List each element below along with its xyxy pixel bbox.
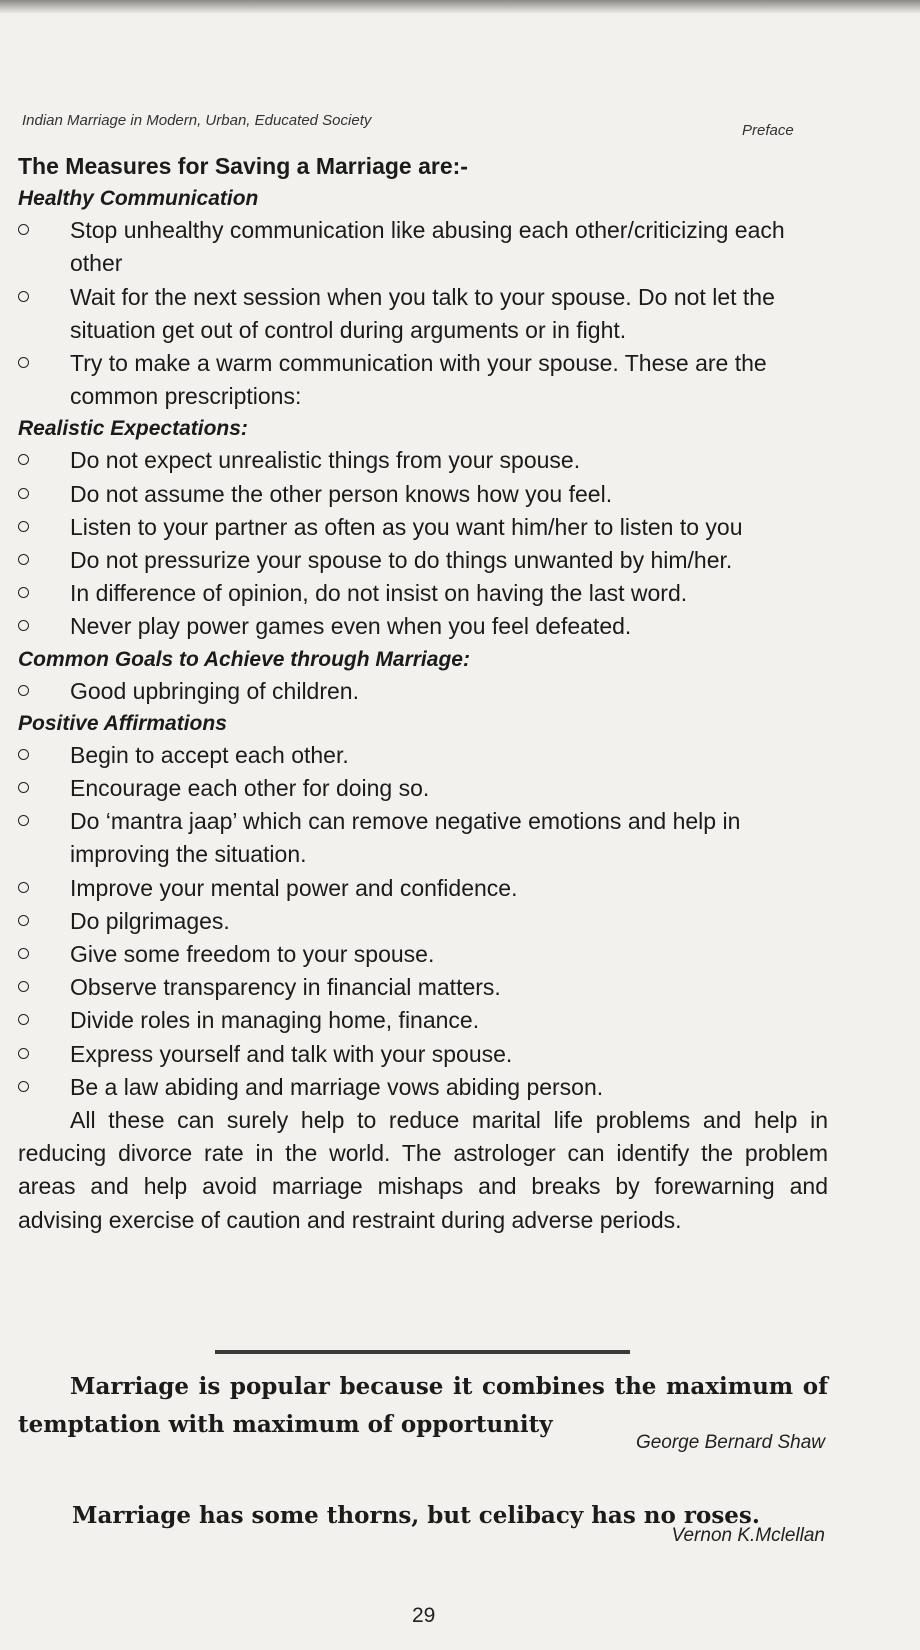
running-head-section: Preface (742, 122, 794, 139)
list-item-text: Observe transparency in financial matters. (70, 974, 501, 1001)
circle-bullet-icon (18, 1081, 29, 1092)
section-divider (215, 1350, 630, 1354)
list-item-text: Do not assume the other person knows how you feel. (70, 480, 613, 507)
circle-bullet-icon (18, 224, 29, 235)
circle-bullet-icon (18, 749, 29, 760)
bullet-list (18, 739, 828, 1104)
running-head-title: Indian Marriage in Modern, Urban, Educated Society (22, 112, 372, 129)
bullet-list (18, 444, 828, 643)
section-heading: Healthy Communication (18, 187, 259, 211)
list-item (18, 1038, 828, 1071)
list-item (18, 577, 828, 610)
list-item-text: Wait for the next session when you talk to your spouse. Do not let the situation get out of control during arguments or in fight. (70, 283, 775, 343)
circle-bullet-icon (18, 587, 29, 598)
circle-bullet-icon (18, 357, 29, 368)
circle-bullet-icon (18, 554, 29, 565)
list-item-text: In difference of opinion, do not insist on having the last word. (70, 580, 688, 607)
list-item (18, 675, 828, 708)
list-item-text: Give some freedom to your spouse. (70, 941, 435, 968)
list-item (18, 1004, 828, 1037)
list-item (18, 739, 828, 772)
list-item (18, 805, 828, 871)
page-number: 29 (412, 1604, 436, 1627)
list-item-text: Begin to accept each other. (70, 741, 349, 768)
list-item (18, 1071, 828, 1104)
circle-bullet-icon (18, 620, 29, 631)
section-heading: Positive Affirmations (18, 711, 227, 735)
circle-bullet-icon (18, 948, 29, 959)
circle-bullet-icon (18, 1014, 29, 1025)
list-item-text: Encourage each other for doing so. (70, 775, 430, 802)
list-item (18, 347, 828, 413)
list-item (18, 905, 828, 938)
circle-bullet-icon (18, 915, 29, 926)
circle-bullet-icon (18, 815, 29, 826)
list-item-text: Be a law abiding and marriage vows abiding person. (70, 1073, 604, 1100)
list-item-text: Try to make a warm communication with your spouse. These are the common prescriptions: (70, 350, 767, 410)
circle-bullet-icon (18, 1048, 29, 1059)
circle-bullet-icon (18, 782, 29, 793)
list-item-text: Do not expect unrealistic things from your spouse. (70, 447, 581, 474)
page-content (18, 150, 828, 1237)
list-item (18, 281, 828, 347)
circle-bullet-icon (18, 521, 29, 532)
list-item-text: Stop unhealthy communication like abusing each other/criticizing each other (70, 217, 785, 277)
quote-author: George Bernard Shaw (635, 1432, 825, 1453)
circle-bullet-icon (18, 685, 29, 696)
list-item (18, 544, 828, 577)
list-item-text: Listen to your partner as often as you want him/her to listen to you (70, 513, 743, 540)
circle-bullet-icon (18, 454, 29, 465)
list-item (18, 938, 828, 971)
list-item-text: Never play power games even when you feel defeated. (70, 613, 632, 640)
bullet-list (18, 214, 828, 413)
list-item-text: Do not pressurize your spouse to do things unwanted by him/her. (70, 547, 733, 574)
list-item-text: Do pilgrimages. (70, 907, 230, 934)
bullet-list (18, 675, 828, 708)
quote-text: Marriage is popular because it combines the maximum of temptation with maximum of opportunity (18, 1373, 828, 1438)
section-heading: Common Goals to Achieve through Marriage: (18, 647, 470, 671)
list-item (18, 610, 828, 643)
circle-bullet-icon (18, 488, 29, 499)
circle-bullet-icon (18, 291, 29, 302)
list-item (18, 971, 828, 1004)
quote-author: Vernon K.Mclellan (671, 1525, 825, 1546)
running-head (22, 112, 810, 139)
list-item (18, 872, 828, 905)
list-item-text: Do ‘mantra jaap’ which can remove negative emotions and help in improving the situation. (70, 808, 741, 868)
list-item (18, 478, 828, 511)
list-item-text: Express yourself and talk with your spouse. (70, 1040, 513, 1067)
circle-bullet-icon (18, 981, 29, 992)
circle-bullet-icon (18, 882, 29, 893)
main-heading: The Measures for Saving a Marriage are:- (18, 153, 468, 179)
list-item (18, 214, 828, 280)
list-item-text: Improve your mental power and confidence. (70, 874, 518, 901)
list-item (18, 511, 828, 544)
quote-text: Marriage has some thorns, but celibacy has no roses. (72, 1502, 760, 1529)
list-item-text: Divide roles in managing home, finance. (70, 1007, 480, 1034)
closing-paragraph: All these can surely help to reduce marital life problems and help in reducing divorce rate in the world. The astrologer can identify the problem areas and help avoid marriage mishaps and breaks by forewarning and advising exercise of caution and restraint during adverse periods. (18, 1107, 828, 1233)
list-item-text: Good upbringing of children. (70, 677, 359, 704)
list-item (18, 444, 828, 477)
list-item (18, 772, 828, 805)
section-heading: Realistic Expectations: (18, 417, 248, 441)
